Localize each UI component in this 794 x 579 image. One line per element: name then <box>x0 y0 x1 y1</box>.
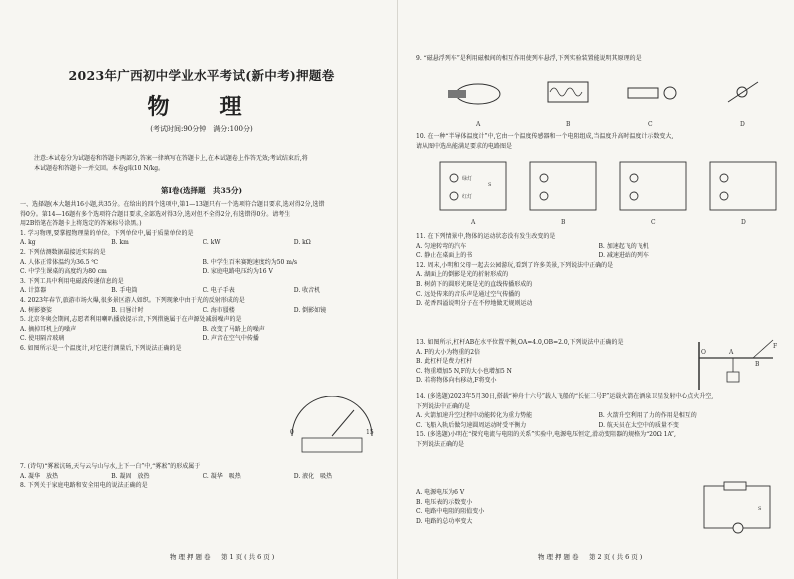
option: C. kW <box>202 239 221 247</box>
meter-label-left: 0 <box>290 429 294 436</box>
question-3: 3. 下列工具中利用电磁波传递信息的是 <box>20 277 124 285</box>
question-14: 14. (多选题)2023年5月30日,搭载“神舟十六号”载人飞船的“长征二号F”运载火箭在酒泉卫星发射中心点火升空, <box>416 393 714 400</box>
exam-note <box>34 154 384 174</box>
option: C. 电路中电阻的阻值变小 <box>416 508 485 516</box>
circuit-c <box>620 162 686 210</box>
q9-label: A <box>476 121 481 128</box>
option: A. 火箭加速升空过程中动能转化为重力势能 <box>416 412 533 420</box>
question-11-12-block <box>416 232 781 309</box>
option: D. 倒影如镜 <box>293 306 327 314</box>
q9-label: D <box>740 121 745 128</box>
option: C. 使用隔音玻璃 <box>20 335 65 343</box>
question-7: 7. (诗句)“雾凇沆砀,天与云与山与水,上下一白”中,“雾凇”的形成属于 <box>20 463 201 470</box>
exam-subject: 物 理 <box>147 94 256 120</box>
q14-options-row2 <box>416 421 781 431</box>
option: B. 日晷计时 <box>111 306 144 314</box>
question-9: 9. “磁悬浮列车”是利用磁极间的相互作用使列车悬浮,下列实验装置能说明其原理的是 <box>416 55 642 62</box>
question-6: 6. 如图所示是一个温度计,对它进行测量后,下列说法正确的是 <box>20 344 182 352</box>
question-10-block <box>416 132 781 151</box>
section-title: 第Ⅰ卷(选择题 共35分) <box>160 186 243 195</box>
question-12: 12. 周末,小明和父母一起去公园游玩,看到了许多美景,下列说法中正确的是 <box>416 261 614 269</box>
meter-needle <box>332 410 354 436</box>
meter-label-right: 15 <box>366 429 374 436</box>
circuit-d <box>710 162 776 210</box>
note-line: 注意:本试卷分为试题卷和答题卡两部分,答案一律填写在答题卡上,在本试题卷上作答无效;考试结束后,将 <box>34 155 308 162</box>
option: A. 人体正常体温约为36.5 ℃ <box>20 258 99 266</box>
option: B. 火箭升空利用了力的作用是相互的 <box>598 412 697 420</box>
question-13-block <box>416 338 666 386</box>
lever-weight <box>727 372 739 382</box>
lever-figure <box>693 338 783 394</box>
option: C. 静止在桌面上的书 <box>416 252 473 260</box>
option: D. 减速进站的列车 <box>598 252 649 260</box>
exam-meta: (考试时间:90分钟 满分:100分) <box>150 125 253 133</box>
footer-left: 物理押题卷 第1页(共6页) <box>170 553 277 561</box>
meter-figure <box>282 396 382 456</box>
option: C. 中学生课桌的高度约为80 cm <box>20 268 107 276</box>
exam-title: 2023年广西初中学业水平考试(新中考)押题卷 <box>68 68 335 83</box>
option: B. 中学生百米赛跑速度约为50 m/s <box>202 258 298 266</box>
circuit-a <box>440 162 506 210</box>
option: D. 航天员在太空中的质量不变 <box>598 421 679 429</box>
q3-options <box>20 286 385 296</box>
option: A. 凝华 放热 <box>20 472 59 480</box>
question-14-block <box>416 392 781 450</box>
option: A. 摘掉耳机上的噪声 <box>20 325 77 333</box>
option: A. 湖面上的倒影是光的折射形成的 <box>416 271 509 279</box>
page-right <box>397 0 794 579</box>
q9-label: C <box>648 121 653 128</box>
option: B. 手电筒 <box>111 287 138 295</box>
q15-meter <box>733 523 743 533</box>
q10-label: D <box>741 219 746 226</box>
question-2: 2. 下列估测数据最接近实际的是 <box>20 248 106 256</box>
q9-figure-b <box>548 82 588 102</box>
note-line: 本试题卷和答题卡一并交回。本卷g取10 N/kg。 <box>34 165 165 172</box>
question-11: 11. 在下列情景中,物体的运动状态没有发生改变的是 <box>416 233 556 240</box>
option: C. 物重增加5 N,F的大小也增加5 N <box>416 367 512 375</box>
option: B. 树荫下的圆形光斑是光的直线传播形成的 <box>416 280 533 288</box>
option: B. 凝固 放热 <box>111 472 150 480</box>
q15-circuit <box>698 480 778 536</box>
q10-circuits <box>436 156 781 228</box>
lever-force <box>753 340 773 358</box>
q5-options <box>20 325 385 335</box>
q11-options-row2 <box>416 251 781 261</box>
question-10-cont: 请从图中选出能满足要求的电路图是 <box>416 142 513 150</box>
option: A. 匀速转弯的汽车 <box>416 242 467 250</box>
q5-options-row2 <box>20 334 385 344</box>
option: A. 树影婆娑 <box>20 306 53 314</box>
q2-options <box>20 258 385 268</box>
instruction-line: 用2B铅笔在答题卡上将选定的答案标号涂黑。) <box>20 220 142 228</box>
q10-label: B <box>561 219 566 226</box>
q10-label: A <box>471 219 476 226</box>
q15-resistor <box>724 482 746 490</box>
option: B. 加速起飞的飞机 <box>598 242 649 250</box>
q4-options <box>20 306 385 316</box>
q9-label: B <box>566 121 571 128</box>
option: A. kg <box>20 239 36 247</box>
q15-switch-label: S <box>758 506 762 512</box>
left-questions-bottom <box>20 462 385 491</box>
lever-label-o: O <box>701 349 706 356</box>
question-14-cont: 下列说法中正确的是 <box>416 402 471 410</box>
option: B. 改变了马路上的噪声 <box>202 325 265 333</box>
question-15-options <box>416 488 666 526</box>
q10-label: C <box>651 219 656 226</box>
lamp-red-label: 红灯 <box>462 194 473 200</box>
option: B. 电压表的示数变小 <box>416 498 473 506</box>
question-15: 15. (多选题)小明在“探究电流与电阻的关系”实验中,电源电压恒定,滑动变阻器的规格为“20Ω 1A”, <box>416 431 676 439</box>
option: D. 液化 吸热 <box>293 472 333 480</box>
option: A. 电源电压为6 V <box>416 489 465 496</box>
question-1: 1. 学习物理,要掌握物理量的单位。下列单位中,属于质量单位的是 <box>20 229 194 237</box>
footer-right: 物理押题卷 第2页(共6页) <box>538 553 645 561</box>
option: B. 此杠杆是费力杠杆 <box>416 358 473 366</box>
question-8: 8. 下列关于家庭电路和安全用电的说法正确的是 <box>20 482 148 490</box>
question-13: 13. 如图所示,杠杆AB在水平位置平衡,OA=4.0,OB=2.0,下列说法中正确的是 <box>416 339 624 346</box>
option: B. km <box>111 239 129 247</box>
option: D. kΩ <box>293 239 311 247</box>
question-5: 5. 北京冬奥会期间,志愿者利用喇叭播放提示音,下列措施属于在声源处减弱噪声的是 <box>20 316 242 324</box>
option: C. 远处传来的音乐声是通过空气传播的 <box>416 290 521 298</box>
q9-figures <box>438 72 778 130</box>
question-4: 4. 2023年春节,旅游市场火爆,很多景区游人如织。下列现象中由于光的反射形成的是 <box>20 296 245 304</box>
option: D. 电路的总功率变大 <box>416 517 473 525</box>
q2-options-row2 <box>20 267 385 277</box>
instruction-line: 得0分。第14—16题有多个选项符合题目要求,全部选对得3分,选对但不全得2分,有选错得0分。请考生 <box>20 210 291 218</box>
q9-figure-d <box>728 82 758 102</box>
question-9-block <box>416 54 781 64</box>
option: C. 电子手表 <box>202 287 235 295</box>
meter-arc <box>292 396 372 436</box>
lamp-green-label: 绿灯 <box>462 176 473 182</box>
circuit-b <box>530 162 596 210</box>
option: D. 若将物体向右移动,F将变小 <box>416 377 497 385</box>
q7-options <box>20 472 385 482</box>
q9-figure-c <box>628 87 676 99</box>
question-10: 10. 在一种“半导体温度计”中,它由一个温度传感器和一个电阻组成,当温度升高时温度计示数变大, <box>416 133 674 140</box>
q9-figure-a <box>448 84 500 104</box>
q11-options <box>416 242 781 252</box>
option: C. 海市蜃楼 <box>202 306 235 314</box>
q14-options <box>416 411 781 421</box>
meter-base <box>302 438 362 452</box>
lever-label-f: F <box>773 343 778 350</box>
option: D. 声音在空气中传播 <box>202 335 259 343</box>
option: D. 花香四溢说明分子在不停地做无规则运动 <box>416 300 533 308</box>
option: D. 家庭电路电压约为16 V <box>202 268 273 276</box>
lever-label-a: A <box>729 349 734 356</box>
option: A. F的大小为物重的2倍 <box>416 348 481 356</box>
option: C. 凝华 吸热 <box>202 472 241 480</box>
lever-label-b: B <box>755 361 760 368</box>
option: C. 飞船入轨后做匀速圆周运动时受平衡力 <box>416 421 527 429</box>
left-questions <box>20 200 385 354</box>
question-15-cont: 下列说法正确的是 <box>416 440 465 448</box>
option: D. 收音机 <box>293 287 321 295</box>
q1-options <box>20 238 385 248</box>
switch-label: S <box>488 182 492 188</box>
option: A. 计算器 <box>20 287 47 295</box>
instruction-line: 一、选择题(本大题共16小题,共35分。在给出的四个选项中,第1—13题只有一个选项符合题目要求,选对得2分,选错 <box>20 201 325 208</box>
